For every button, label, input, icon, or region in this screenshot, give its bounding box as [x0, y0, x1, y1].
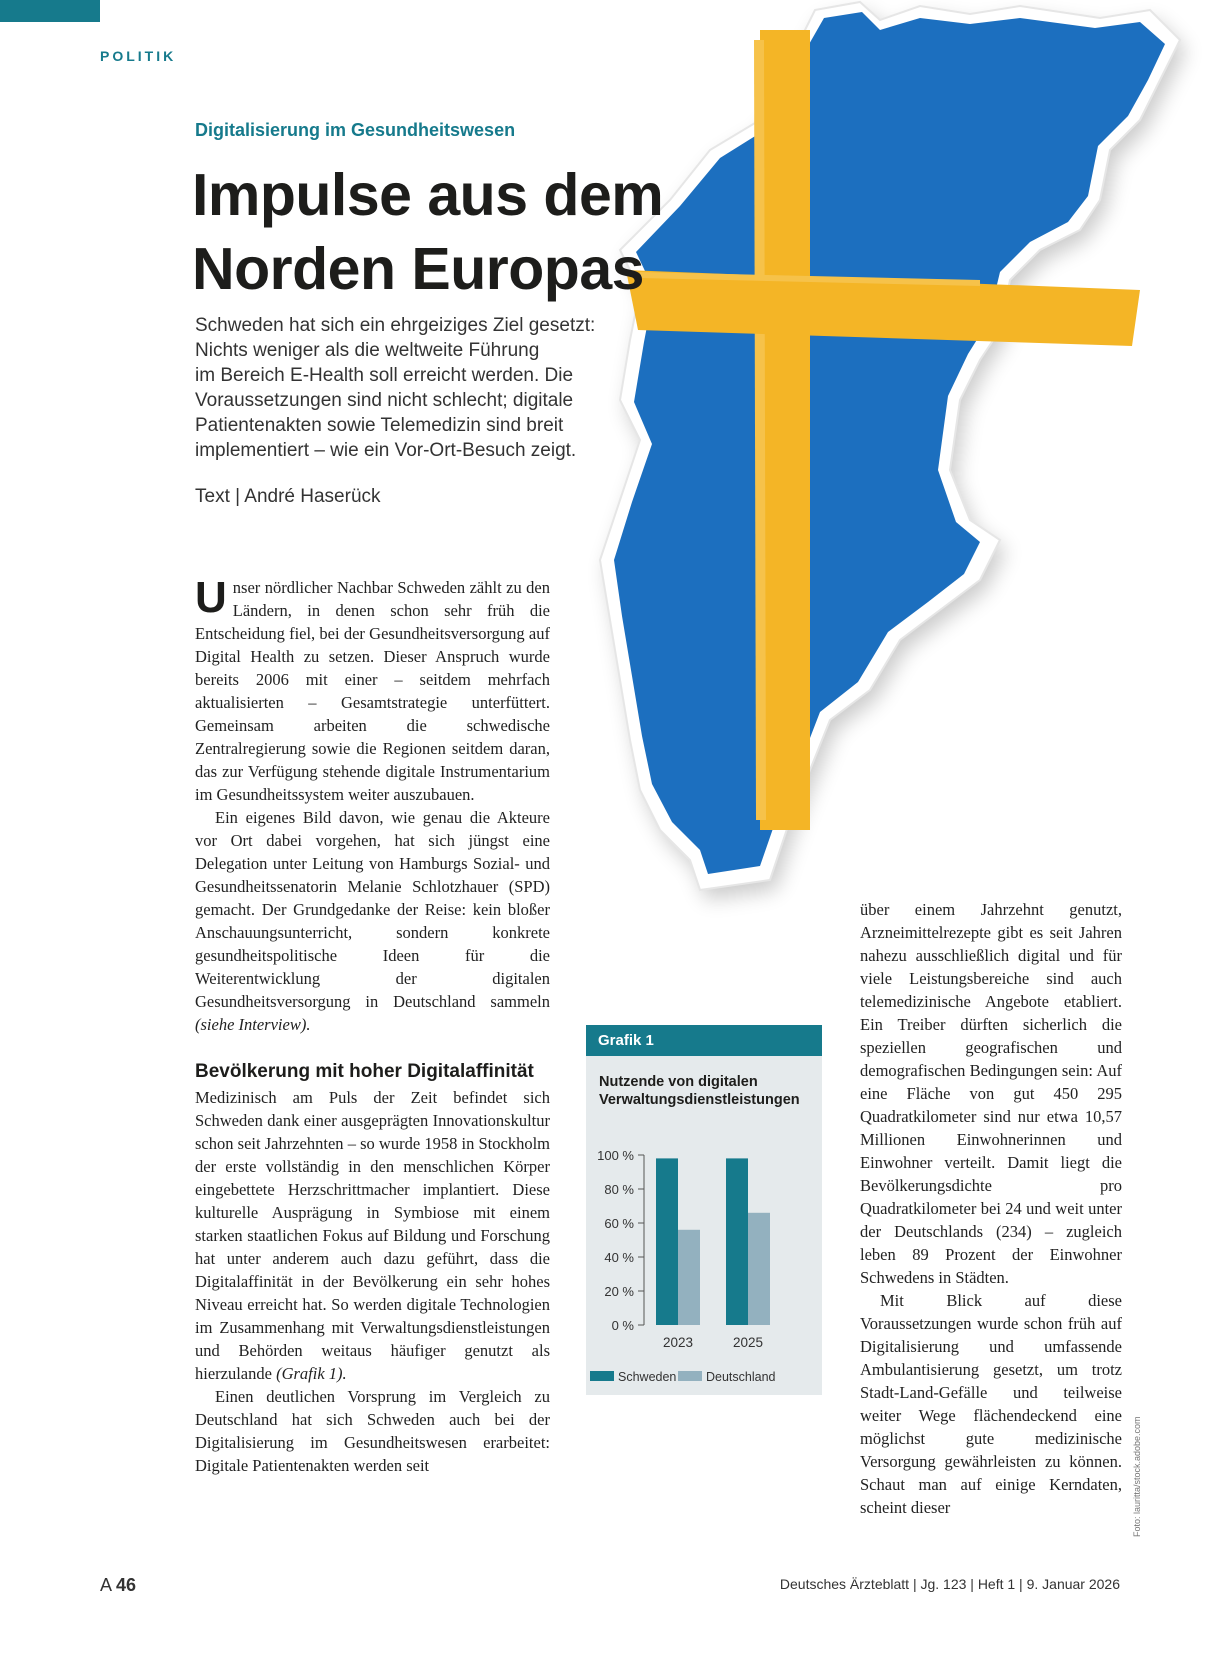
lead-line: implementiert – wie ein Vor-Ort-Besuch zeigt. — [195, 440, 577, 461]
y-tick-label: 100 % — [597, 1148, 634, 1163]
article-paragraph: Ein eigenes Bild davon, wie genau die Akteure vor Ort dabei vorgehen, hat sich jüngst eine Delegation unter Leitung von Hamburgs Sozial- und Gesundheitssenatorin Melanie Schlotzhauer (SPD) gemacht. Der Grundgedanke der Reise: kein bloßer Anschauungsunterricht, sondern konkrete gesundheitspolitische Ideen für die Weiterentwicklung der digitalen Gesundheitsversorgung in Deutschland sammeln (siehe Interview). — [195, 808, 550, 1034]
journal-footer: Deutsches Ärzteblatt | Jg. 123 | Heft 1 | 9. Januar 2026 — [779, 1576, 1120, 1592]
legend-swatch — [590, 1371, 614, 1381]
sweden-flag-map-illustration — [580, 0, 1223, 940]
grafik-label: Grafik 1 — [586, 1025, 822, 1056]
legend-label: Deutschland — [706, 1370, 776, 1384]
article-paragraph: Mit Blick auf diese Voraussetzungen wurde schon früh auf Digitalisierung und umfassende Ambulantisierung gesetzt, um trotz Stadt-Land-Gefälle und teilweise weiter Wege flächendeckend eine möglichst gute medizinische Versorgung gewährleisten zu können. Schaut man auf einige Kerndaten, scheint dieser — [860, 1291, 1122, 1517]
headline-line: Norden Europas — [192, 236, 644, 302]
article-subheading: Bevölkerung mit hoher Digitalaffinität — [195, 1061, 534, 1082]
bar-chart — [586, 1025, 822, 1395]
lead-line: im Bereich E-Health soll erreicht werden. Die — [195, 365, 574, 386]
interview-reference: (siehe Interview). — [195, 1015, 311, 1034]
section-label: POLITIK — [100, 48, 177, 64]
page-number: A 46 — [100, 1575, 137, 1595]
lead-line: Schweden hat sich ein ehrgeiziges Ziel gesetzt: — [195, 315, 596, 336]
lead-paragraph — [195, 313, 615, 463]
y-tick-label: 40 % — [604, 1250, 634, 1265]
grafik-reference: (Grafik 1). — [276, 1364, 347, 1383]
section-tab-marker — [0, 0, 100, 22]
bar-schweden-2023 — [656, 1158, 678, 1325]
y-tick-label: 60 % — [604, 1216, 634, 1231]
bar-schweden-2025 — [726, 1158, 748, 1325]
article-column-left — [195, 573, 550, 1477]
x-tick-label: 2025 — [732, 1335, 764, 1350]
article-paragraph: Medizinisch am Puls der Zeit befindet sich Schweden dank einer ausgeprägten Innovationskultur schon seit Jahrzehnten – so wurde 1958 in Stockholm der erste vollständig in den menschlichen Körper eingebettete Herzschrittmacher implantiert. Diese kulturelle Ausprägung in Symbiose mit einem starken staatlichen Fokus auf Bildung und Forschung hat unter anderem auch dazu geführt, dass die Digitalaffinität in der Bevölkerung ein sehr hohes Niveau erreicht hat. So werden digitale Technologien im Zusammenhang mit Verwaltungsdienstleistungen und Behörden weitaus häufiger genutzt als hierzulande (Grafik 1). — [195, 1088, 550, 1383]
y-tick-label: 20 % — [604, 1284, 634, 1299]
kicker: Digitalisierung im Gesundheitswesen — [195, 120, 516, 140]
dropcap: U — [195, 573, 227, 622]
headline-line: Impulse aus dem — [192, 162, 664, 228]
x-tick-label: 2023 — [662, 1335, 694, 1350]
article-paragraph: Unser nördlicher Nachbar Schweden zählt zu den Ländern, in denen schon sehr früh die Entscheidung fiel, bei der Gesundheitsversorgung auf Digital Health zu setzen. Dieser Anspruch wurde bereits 2006 mit einer – seitdem mehrfach aktualisierten – Gesamtstrategie unterfüttert. Gemeinsam arbeiten die schwedische Zentralregierung sowie die Regionen seitdem daran, das zur Verfügung stehende digitale Instrumentarium im Gesundheitssystem weiter auszubauen. — [195, 573, 550, 804]
grafik-title: Nutzende von digitalen Verwaltungsdienstleistungen — [599, 1074, 800, 1108]
y-tick-label: 0 % — [611, 1318, 634, 1333]
article-paragraph: über einem Jahrzehnt genutzt, Arzneimittelrezepte gibt es seit Jahren nahezu ausschließlich digital und für viele Leistungsbereiche sind auch telemedizinische Angebote etabliert. Ein Treiber dürften sicherlich die speziellen geografischen und demografischen Bedingungen sein: Auf eine Fläche von gut 450 295 Quadratkilometer sind nur etwa 10,57 Millionen Einwohnerinnen und Einwohner verteilt. Damit liegt die Bevölkerungsdichte pro Quadratkilometer bei 24 und weit unter der Deutschlands (234) – zugleich leben 89 Prozent der Einwohner Schwedens in Städten. — [860, 900, 1122, 1287]
legend-label: Schweden — [618, 1370, 677, 1384]
bar-deutschland-2023 — [678, 1230, 700, 1325]
grafik-box — [586, 1025, 822, 1395]
byline: Text | André Haserück — [195, 486, 381, 507]
headline — [192, 158, 663, 306]
lead-line: Patientenakten sowie Telemedizin sind breit — [195, 415, 564, 436]
y-tick-label: 80 % — [604, 1182, 634, 1197]
photo-credit: Foto: lauritta/stock.adobe.com — [1132, 1416, 1142, 1537]
lead-line: Nichts weniger als die weltweite Führung — [195, 340, 540, 361]
article-paragraph: Einen deutlichen Vorsprung im Vergleich zu Deutschland hat sich Schweden auch bei der Digitalisierung im Gesundheitswesen erarbeitet: Digitale Patientenakten werden seit — [195, 1387, 550, 1475]
lead-line: Voraussetzungen sind nicht schlecht; digitale — [195, 390, 574, 411]
legend-swatch — [678, 1371, 702, 1381]
article-column-right — [860, 898, 1122, 1519]
bar-deutschland-2025 — [748, 1213, 770, 1325]
